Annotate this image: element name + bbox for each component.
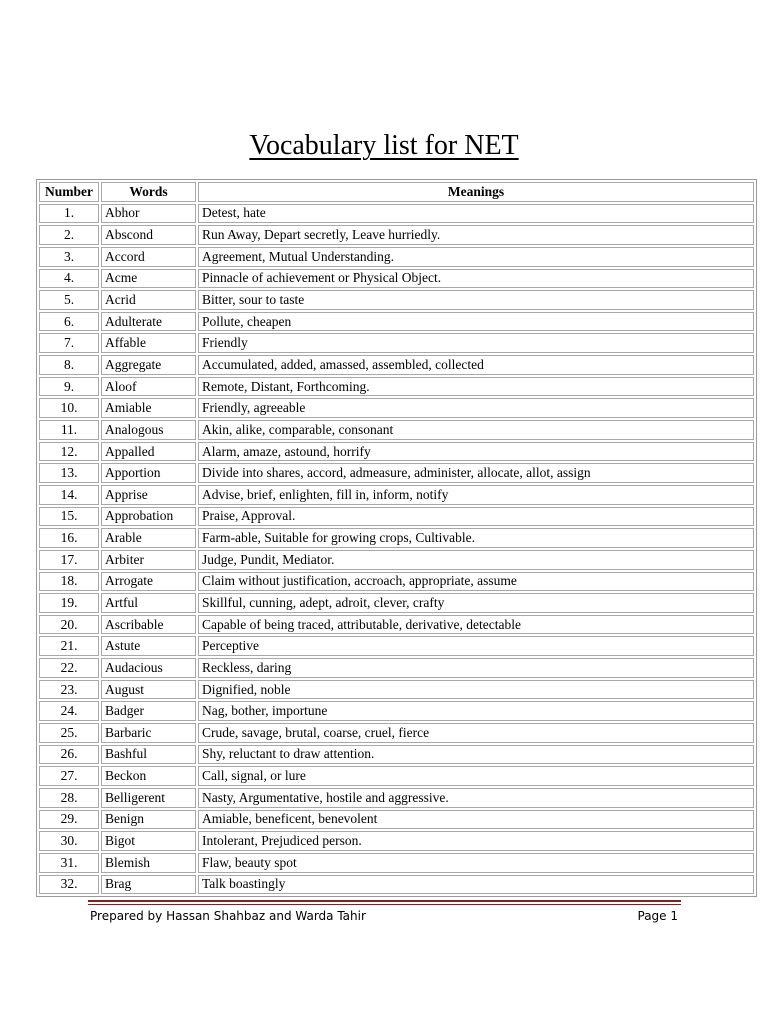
row-meaning: Flaw, beauty spot <box>198 853 754 873</box>
row-meaning: Remote, Distant, Forthcoming. <box>198 377 754 397</box>
row-meaning: Intolerant, Prejudiced person. <box>198 831 754 851</box>
table-row <box>39 204 754 224</box>
table-row <box>39 333 754 353</box>
table-row <box>39 853 754 873</box>
row-number: 10. <box>39 398 99 418</box>
table-row <box>39 810 754 830</box>
row-word: Brag <box>101 875 196 895</box>
row-word: Abscond <box>101 225 196 245</box>
row-word: Apportion <box>101 463 196 483</box>
row-meaning: Capable of being traced, attributable, derivative, detectable <box>198 615 754 635</box>
row-meaning: Perceptive <box>198 636 754 656</box>
header-meanings: Meanings <box>198 182 754 202</box>
table-row <box>39 701 754 721</box>
row-word: Adulterate <box>101 312 196 332</box>
table-row <box>39 745 754 765</box>
row-meaning: Shy, reluctant to draw attention. <box>198 745 754 765</box>
row-number: 26. <box>39 745 99 765</box>
row-word: Bashful <box>101 745 196 765</box>
row-word: Analogous <box>101 420 196 440</box>
row-number: 18. <box>39 572 99 592</box>
row-word: Barbaric <box>101 723 196 743</box>
row-number: 29. <box>39 810 99 830</box>
row-meaning: Pinnacle of achievement or Physical Object. <box>198 269 754 289</box>
row-meaning: Friendly <box>198 333 754 353</box>
vocabulary-table <box>36 179 757 897</box>
row-meaning: Farm-able, Suitable for growing crops, Cultivable. <box>198 528 754 548</box>
row-number: 15. <box>39 507 99 527</box>
row-word: Approbation <box>101 507 196 527</box>
row-meaning: Amiable, beneficent, benevolent <box>198 810 754 830</box>
row-meaning: Bitter, sour to taste <box>198 290 754 310</box>
row-number: 2. <box>39 225 99 245</box>
row-number: 14. <box>39 485 99 505</box>
row-number: 28. <box>39 788 99 808</box>
page-number: Page 1 <box>637 909 678 923</box>
row-number: 9. <box>39 377 99 397</box>
table-row <box>39 723 754 743</box>
row-number: 20. <box>39 615 99 635</box>
row-meaning: Call, signal, or lure <box>198 766 754 786</box>
table-row <box>39 615 754 635</box>
table-row <box>39 528 754 548</box>
row-meaning: Akin, alike, comparable, consonant <box>198 420 754 440</box>
table-row <box>39 875 754 895</box>
footer-credit: Prepared by Hassan Shahbaz and Warda Tahir <box>90 909 366 923</box>
table-row <box>39 442 754 462</box>
row-number: 25. <box>39 723 99 743</box>
row-word: Arbiter <box>101 550 196 570</box>
row-number: 17. <box>39 550 99 570</box>
row-meaning: Friendly, agreeable <box>198 398 754 418</box>
row-meaning: Nasty, Argumentative, hostile and aggressive. <box>198 788 754 808</box>
row-word: Aggregate <box>101 355 196 375</box>
table-body <box>39 204 754 895</box>
header-number: Number <box>39 182 99 202</box>
row-number: 11. <box>39 420 99 440</box>
row-number: 27. <box>39 766 99 786</box>
row-word: Badger <box>101 701 196 721</box>
row-meaning: Accumulated, added, amassed, assembled, collected <box>198 355 754 375</box>
row-meaning: Divide into shares, accord, admeasure, administer, allocate, allot, assign <box>198 463 754 483</box>
page-title: Vocabulary list for NET <box>249 130 519 161</box>
table-row <box>39 398 754 418</box>
row-number: 31. <box>39 853 99 873</box>
table-row <box>39 680 754 700</box>
table-row <box>39 290 754 310</box>
row-number: 19. <box>39 593 99 613</box>
table-row <box>39 355 754 375</box>
row-meaning: Nag, bother, importune <box>198 701 754 721</box>
table-row <box>39 572 754 592</box>
row-word: Accord <box>101 247 196 267</box>
row-number: 7. <box>39 333 99 353</box>
row-word: Benign <box>101 810 196 830</box>
table-row <box>39 247 754 267</box>
row-word: Bigot <box>101 831 196 851</box>
row-word: August <box>101 680 196 700</box>
row-word: Affable <box>101 333 196 353</box>
row-number: 30. <box>39 831 99 851</box>
row-meaning: Talk boastingly <box>198 875 754 895</box>
table-row <box>39 312 754 332</box>
row-word: Amiable <box>101 398 196 418</box>
row-number: 6. <box>39 312 99 332</box>
row-word: Belligerent <box>101 788 196 808</box>
row-number: 23. <box>39 680 99 700</box>
footer-rule-thick <box>88 900 681 902</box>
row-word: Beckon <box>101 766 196 786</box>
row-number: 32. <box>39 875 99 895</box>
table-row <box>39 420 754 440</box>
row-number: 13. <box>39 463 99 483</box>
row-meaning: Judge, Pundit, Mediator. <box>198 550 754 570</box>
row-meaning: Agreement, Mutual Understanding. <box>198 247 754 267</box>
row-word: Arrogate <box>101 572 196 592</box>
row-word: Abhor <box>101 204 196 224</box>
row-meaning: Advise, brief, enlighten, fill in, inform, notify <box>198 485 754 505</box>
row-meaning: Detest, hate <box>198 204 754 224</box>
row-word: Acrid <box>101 290 196 310</box>
header-words: Words <box>101 182 196 202</box>
row-word: Aloof <box>101 377 196 397</box>
row-number: 5. <box>39 290 99 310</box>
row-meaning: Skillful, cunning, adept, adroit, clever, crafty <box>198 593 754 613</box>
table-row <box>39 593 754 613</box>
table-row <box>39 766 754 786</box>
table-row <box>39 788 754 808</box>
row-meaning: Reckless, daring <box>198 658 754 678</box>
row-word: Appalled <box>101 442 196 462</box>
row-word: Arable <box>101 528 196 548</box>
row-meaning: Alarm, amaze, astound, horrify <box>198 442 754 462</box>
row-word: Astute <box>101 636 196 656</box>
row-meaning: Pollute, cheapen <box>198 312 754 332</box>
table-row <box>39 636 754 656</box>
row-word: Audacious <box>101 658 196 678</box>
row-number: 8. <box>39 355 99 375</box>
table-row <box>39 225 754 245</box>
row-number: 21. <box>39 636 99 656</box>
row-number: 3. <box>39 247 99 267</box>
table-row <box>39 550 754 570</box>
row-word: Blemish <box>101 853 196 873</box>
table-row <box>39 463 754 483</box>
row-word: Artful <box>101 593 196 613</box>
row-number: 12. <box>39 442 99 462</box>
row-number: 4. <box>39 269 99 289</box>
row-meaning: Dignified, noble <box>198 680 754 700</box>
row-word: Ascribable <box>101 615 196 635</box>
row-meaning: Crude, savage, brutal, coarse, cruel, fierce <box>198 723 754 743</box>
table-row <box>39 269 754 289</box>
row-number: 16. <box>39 528 99 548</box>
row-number: 22. <box>39 658 99 678</box>
row-word: Acme <box>101 269 196 289</box>
table-row <box>39 485 754 505</box>
table-row <box>39 658 754 678</box>
table-header-row <box>39 182 754 202</box>
table-row <box>39 507 754 527</box>
row-number: 1. <box>39 204 99 224</box>
row-word: Apprise <box>101 485 196 505</box>
row-meaning: Praise, Approval. <box>198 507 754 527</box>
row-number: 24. <box>39 701 99 721</box>
table-row <box>39 377 754 397</box>
footer-rule-thin <box>88 904 681 905</box>
table-row <box>39 831 754 851</box>
row-meaning: Run Away, Depart secretly, Leave hurriedly. <box>198 225 754 245</box>
row-meaning: Claim without justification, accroach, appropriate, assume <box>198 572 754 592</box>
